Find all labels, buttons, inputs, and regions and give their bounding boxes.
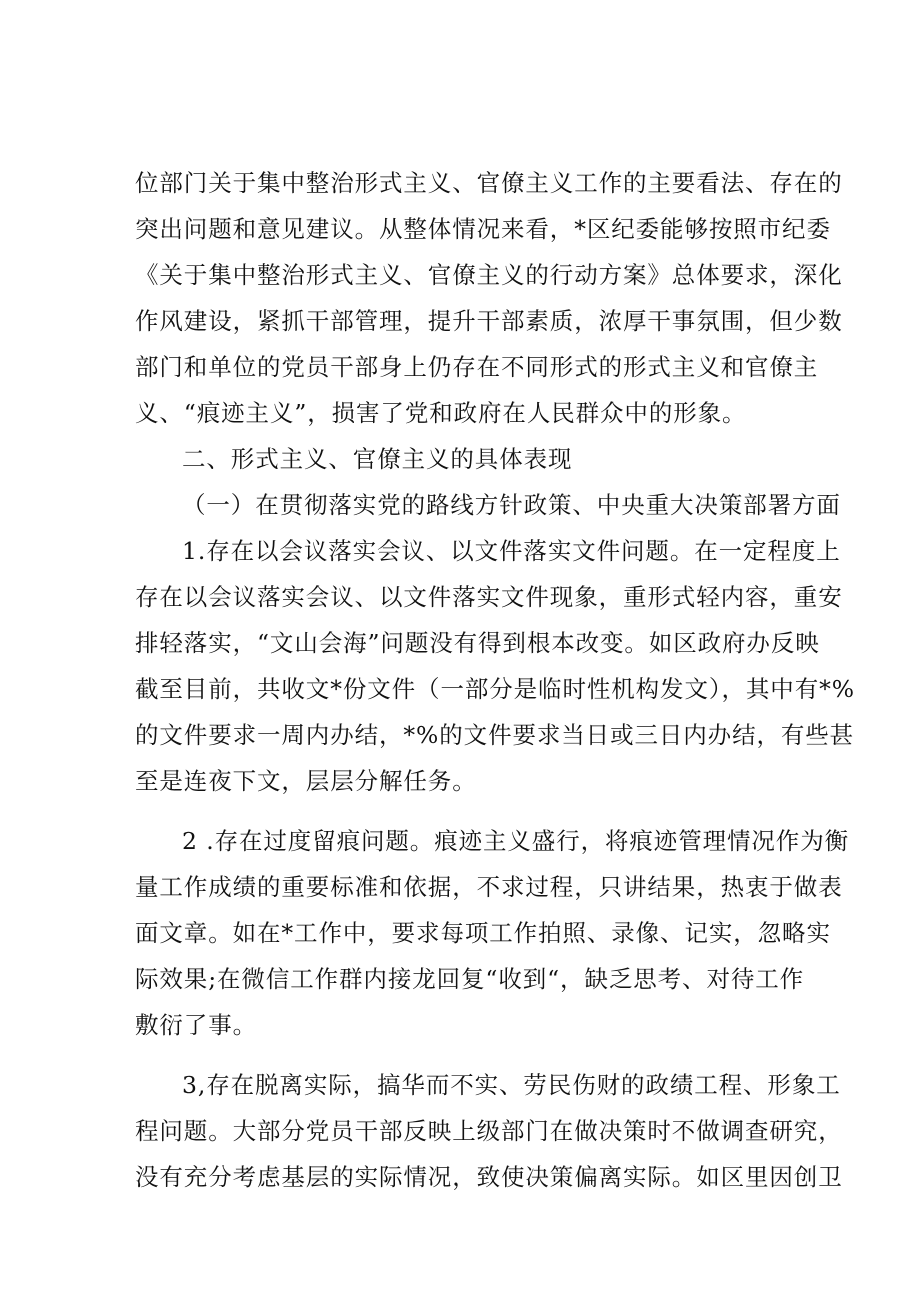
paragraph-intro-line: 义、“痕迹主义”，损害了党和政府在人民群众中的形象。 — [135, 399, 747, 427]
item-1-line: 截至目前，共收文*份文件（一部分是临时性机构发文），其中有*% — [135, 675, 855, 703]
item-2-line: 敷衍了事。 — [135, 1011, 257, 1039]
paragraph-intro-line: 部门和单位的党员干部身上仍存在不同形式的形式主义和官僚主 — [135, 353, 819, 381]
item-2-line: 2 .存在过度留痕问题。痕迹主义盛行，将痕迹管理情况作为衡 — [182, 827, 849, 855]
paragraph-intro-line: 《关于集中整治形式主义、官僚主义的行动方案》总体要求，深化 — [135, 261, 843, 289]
paragraph-intro-line: 位部门关于集中整治形式主义、官僚主义工作的主要看法、存在的 — [135, 169, 843, 197]
item-3-line: 3,存在脱离实际，搞华而不实、劳民伤财的政绩工程、形象工 — [182, 1071, 841, 1099]
subsection-heading: （一）在贯彻落实党的路线方针政策、中央重大决策部署方面 — [182, 491, 841, 519]
paragraph-intro-line: 作风建设，紧抓干部管理，提升干部素质，浓厚干事氛围，但少数 — [135, 307, 843, 335]
item-1-line: 存在以会议落实会议、以文件落实文件现象，重形式轻内容，重安 — [135, 583, 843, 611]
item-2-line: 际效果;在微信工作群内接龙回复“收到“，缺乏思考、对待工作 — [135, 965, 805, 993]
item-1-line: 至是连夜下文，层层分解任务。 — [135, 767, 477, 795]
paragraph-intro-line: 突出问题和意见建议。从整体情况来看，*区纪委能够按照市纪委 — [135, 215, 831, 243]
item-1-line: 的文件要求一周内办结，*%的文件要求当日或三日内办结，有些甚 — [135, 721, 855, 749]
item-3-line: 程问题。大部分党员干部反映上级部门在做决策时不做调查研究， — [135, 1117, 843, 1145]
item-2-line: 面文章。如在*工作中，要求每项工作拍照、录像、记实，忽略实 — [135, 919, 831, 947]
item-1-line: 排轻落实，“文山会海”问题没有得到根本改变。如区政府办反映 — [135, 629, 820, 657]
item-1-line: 1.存在以会议落实会议、以文件落实文件问题。在一定程度上 — [182, 537, 841, 565]
item-2-line: 量工作成绩的重要标准和依据，不求过程，只讲结果，热衷于做表 — [135, 873, 843, 901]
item-3-line: 没有充分考虑基层的实际情况，致使决策偏离实际。如区里因创卫 — [135, 1163, 843, 1191]
section-heading: 二、形式主义、官僚主义的具体表现 — [182, 445, 573, 473]
